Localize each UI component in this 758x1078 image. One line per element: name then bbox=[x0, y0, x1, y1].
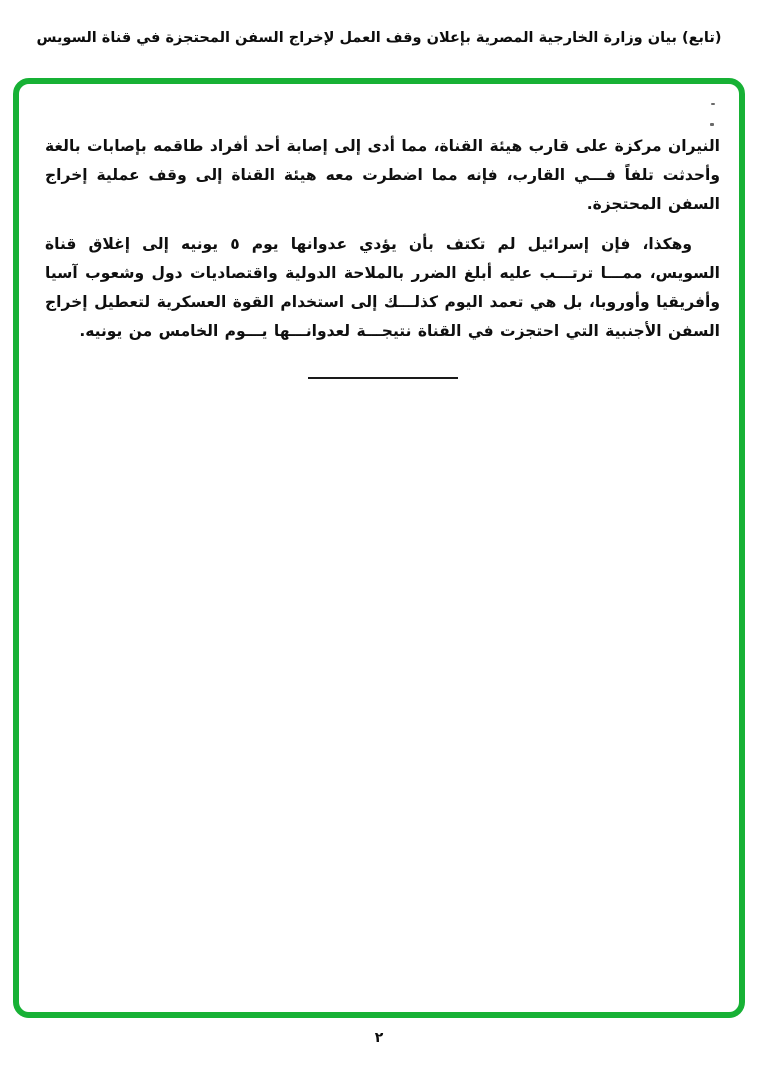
section-divider bbox=[308, 377, 458, 379]
body-paragraph: وهكذا، فإن إسرائيل لم تكتف بأن يؤدي عدوانها يوم ٥ يونيه إلى إغلاق قناة السويس، ممـــا ترتـــب عليه أبلغ الضرر بالملاحة الدولية واقتصاديات دول وشعوب آسيا وأفريقيا وأوروبا، بل هي تعمد اليوم كذلـــك إلى استخدام القوة العسكرية لتعطيل إخراج السفن الأجنبية التي احتجزت في القناة نتيجـــة لعدوانـــها يـــوم الخامس من يونيه. bbox=[45, 235, 720, 340]
ink-speck bbox=[710, 123, 714, 126]
page-number: ٢ bbox=[374, 1030, 384, 1046]
page-title: (تابع) بيان وزارة الخارجية المصرية بإعلان وقف العمل لإخراج السفن المحتجزة في قناة السويس bbox=[36, 30, 722, 46]
document-body bbox=[45, 132, 720, 379]
ink-speck bbox=[711, 103, 715, 105]
body-paragraph: النيران مركزة على قارب هيئة القناة، مما أدى إلى إصابة أحد أفراد طاقمه بإصابات بالغة وأحدثت تلفاً فـــي القارب، فإنه مما اضطرت معه هيئة القناة إلى وقف عملية إخراج السفن المحتجزة. bbox=[45, 137, 720, 213]
green-border-frame bbox=[13, 78, 745, 1018]
